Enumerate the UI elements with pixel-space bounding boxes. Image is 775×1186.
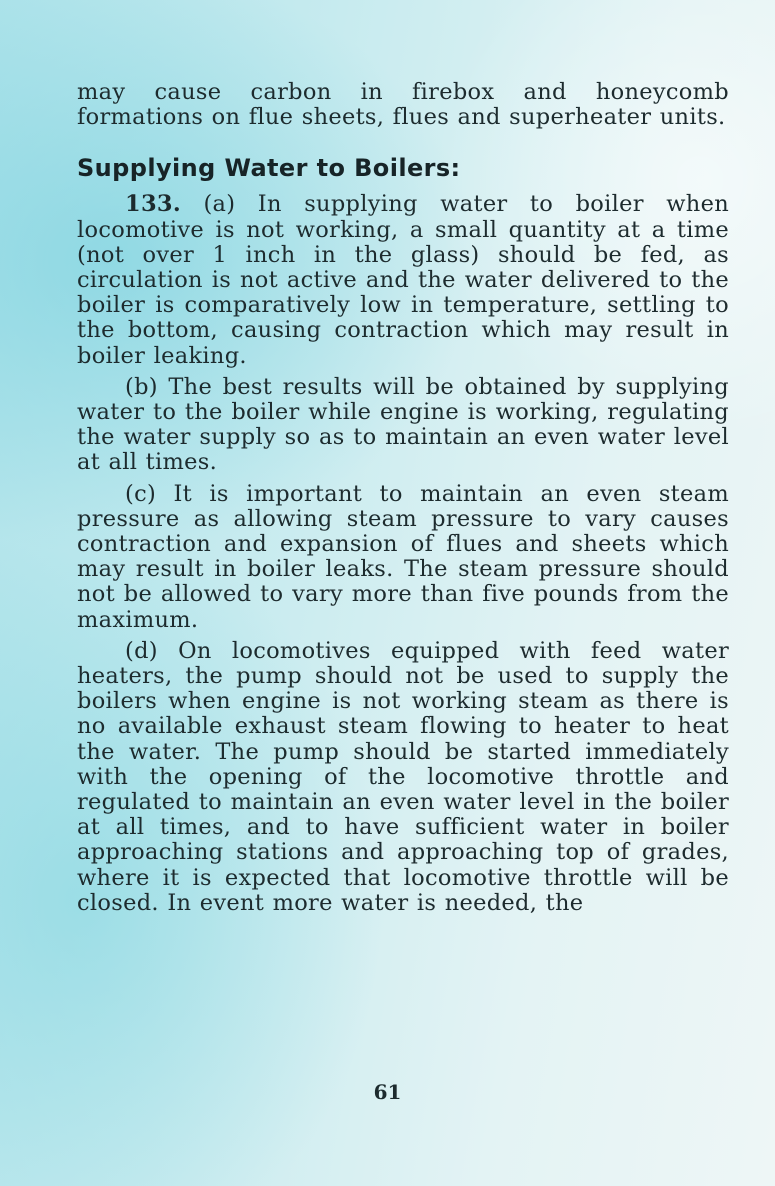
continuation-paragraph: may cause carbon in firebox and honeycomb formations on flue sheets, flues and superheater units. [77, 79, 729, 131]
paragraph-text: (a) In supplying water to boiler when locomotive is not working, a small quantity at a time (not over 1 inch in the glass) should be fed, as circulation is not active and the water delivered to the boiler is comparatively low in temperature, settling to the bottom, causing contraction which may result in boiler leaking. [77, 191, 729, 369]
paragraph-133b: (b) The best results will be obtained by supplying water to the boiler while engine is working, regulating the water supply so as to maintain an even water level at all times. [77, 373, 729, 476]
paragraph-133d: (d) On locomotives equipped with feed water heaters, the pump should not be used to supply the boilers when engine is not working steam as there is no available exhaust steam flowing to heater to heat the water. The pump should be started immediately with the opening of the locomotive throttle and regulated to maintain an even water level in the boiler at all times, and to have sufficient water in boiler approaching stations and approaching top of grades, where it is expected that locomotive throttle will be closed. In event more water is needed, the [77, 637, 729, 916]
section-heading: Supplying Water to Boilers: [77, 154, 461, 183]
page-number: 61 [373, 1080, 402, 1104]
text-column [77, 80, 729, 916]
paragraph-133c: (c) It is important to maintain an even steam pressure as allowing steam pressure to vary causes contraction and expansion of flues and sheets which may result in boiler leaks. The steam pressure should not be allowed to vary more than five pounds from the maximum. [77, 480, 729, 633]
paragraph-133a [77, 192, 729, 368]
paragraph-number: 133. [125, 191, 181, 218]
